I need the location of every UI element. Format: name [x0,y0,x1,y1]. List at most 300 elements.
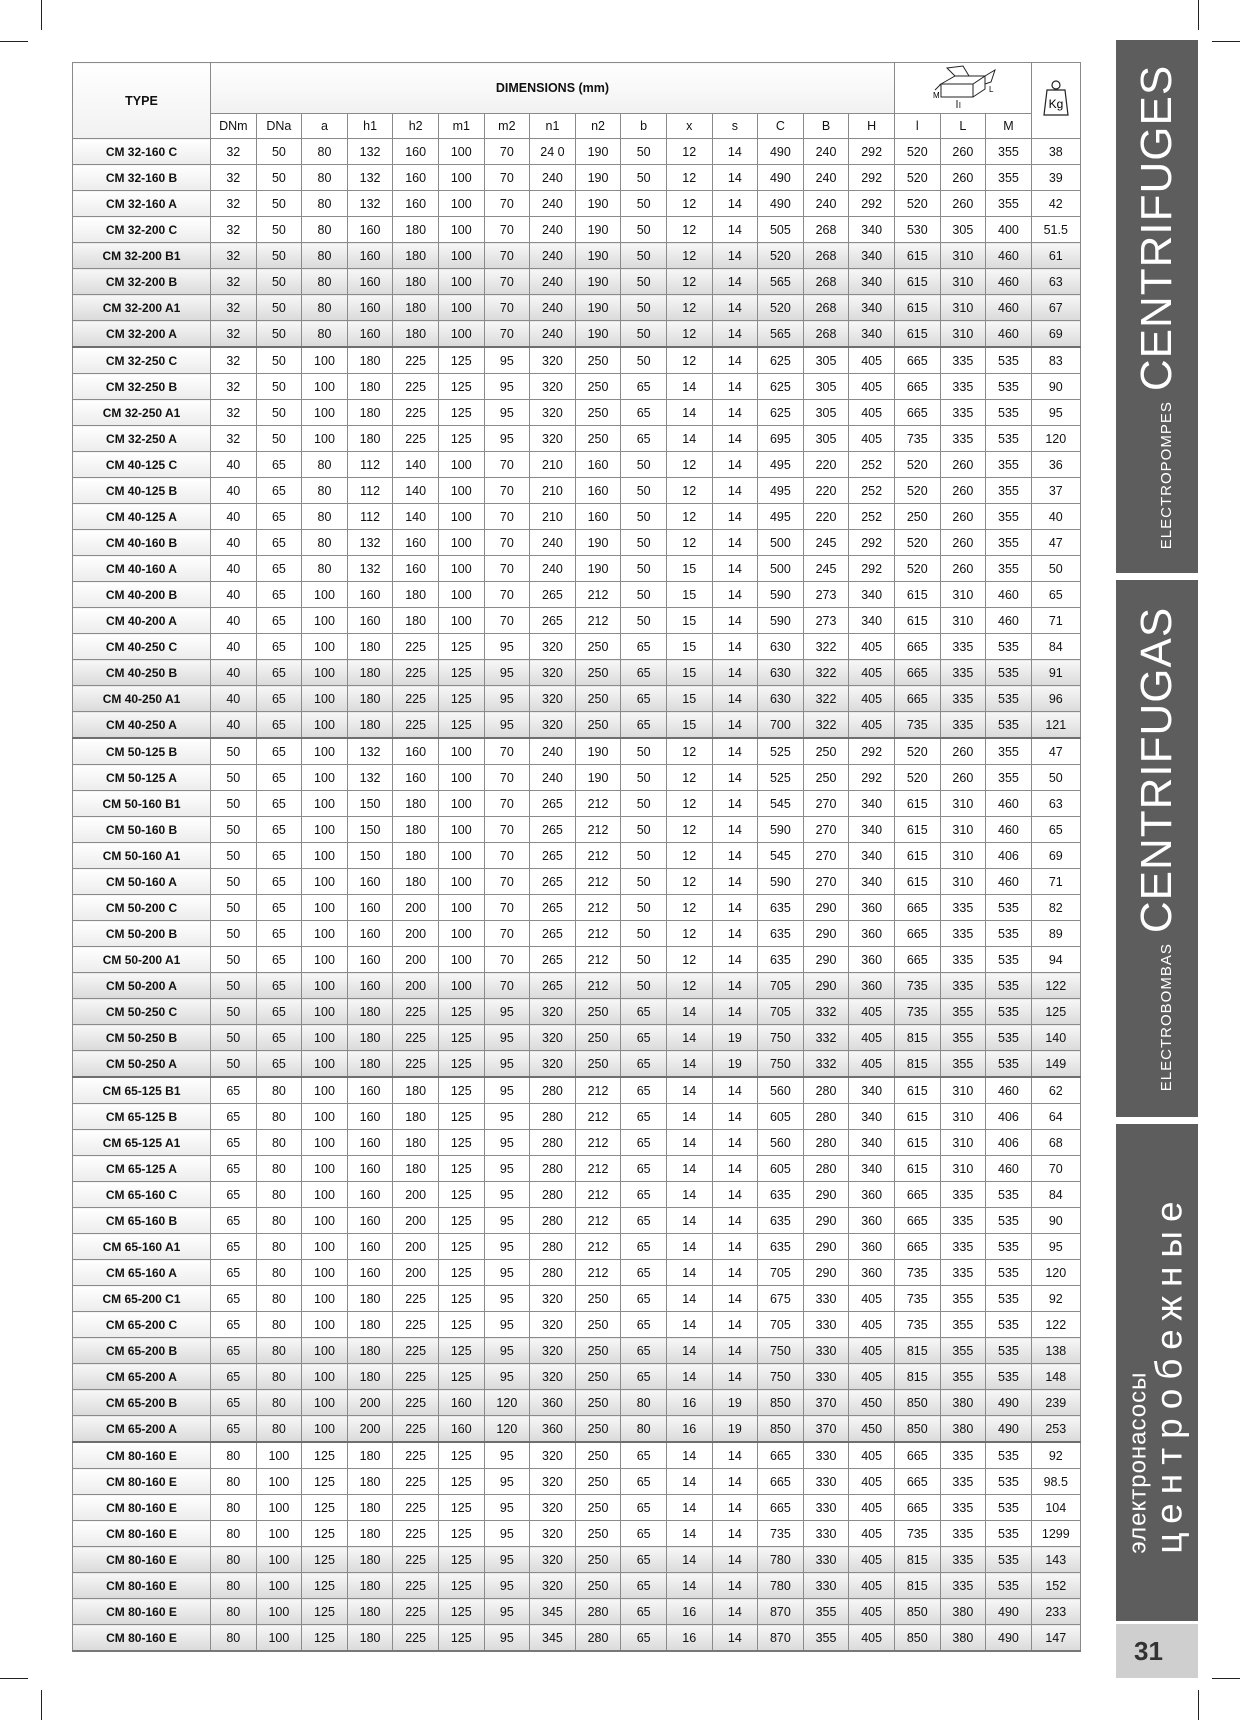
value-cell: 14 [712,478,758,504]
value-cell: 265 [530,973,576,999]
value-cell: 212 [575,1156,621,1182]
value-cell: 14 [666,1312,712,1338]
value-cell: 15 [666,686,712,712]
value-cell: 125 [438,1521,484,1547]
type-cell: CM 50-250 B [73,1025,211,1051]
value-cell: 265 [530,791,576,817]
value-cell: 95 [484,1025,530,1051]
table-row [73,400,1081,426]
value-cell: 40 [211,452,257,478]
value-cell: 12 [666,921,712,947]
value-cell: 850 [894,1416,940,1443]
value-cell: 233 [1031,1599,1080,1625]
value-cell: 80 [211,1625,257,1652]
value-cell: 280 [530,1104,576,1130]
value-cell: 50 [621,191,667,217]
value-cell: 212 [575,947,621,973]
value-cell: 65 [256,556,302,582]
value-cell: 70 [484,817,530,843]
value-cell: 16 [666,1599,712,1625]
value-cell: 500 [758,530,804,556]
value-cell: 490 [986,1625,1032,1652]
value-cell: 14 [666,1547,712,1573]
value-cell: 180 [393,791,439,817]
value-cell: 100 [302,791,348,817]
value-cell: 65 [256,660,302,686]
table-row [73,869,1081,895]
value-cell: 615 [894,269,940,295]
value-cell: 340 [849,269,895,295]
value-cell: 815 [894,1051,940,1078]
value-cell: 95 [484,1625,530,1652]
value-cell: 665 [894,1208,940,1234]
value-cell: 200 [393,1260,439,1286]
table-row [73,1260,1081,1286]
type-cell: CM 32-250 A [73,426,211,452]
value-cell: 125 [438,1051,484,1078]
value-cell: 50 [621,295,667,321]
value-cell: 125 [438,1573,484,1599]
value-cell: 65 [621,426,667,452]
value-cell: 250 [575,1495,621,1521]
value-cell: 95 [484,374,530,400]
sidebar-small-russian: электронасосы [1124,1371,1152,1554]
value-cell: 815 [894,1025,940,1051]
dimensions-table [72,62,1081,1652]
value-cell: 535 [986,1025,1032,1051]
value-cell: 125 [302,1521,348,1547]
value-cell: 80 [256,1077,302,1104]
value-cell: 530 [894,217,940,243]
value-cell: 95 [484,1234,530,1260]
value-cell: 100 [438,530,484,556]
value-cell: 320 [530,1051,576,1078]
value-cell: 125 [438,1286,484,1312]
value-cell: 460 [986,243,1032,269]
value-cell: 125 [302,1442,348,1469]
type-cell: CM 65-160 A [73,1260,211,1286]
value-cell: 320 [530,426,576,452]
value-cell: 260 [940,556,986,582]
value-cell: 92 [1031,1286,1080,1312]
value-cell: 14 [712,738,758,765]
value-cell: 260 [940,139,986,165]
value-cell: 225 [393,1442,439,1469]
type-cell: CM 80-160 E [73,1442,211,1469]
type-cell: CM 32-200 A [73,321,211,348]
value-cell: 42 [1031,191,1080,217]
table-row [73,1338,1081,1364]
value-cell: 225 [393,1521,439,1547]
value-cell: 225 [393,1547,439,1573]
value-cell: 50 [211,765,257,791]
value-cell: 320 [530,1521,576,1547]
value-cell: 535 [986,1260,1032,1286]
value-cell: 355 [940,1051,986,1078]
value-cell: 104 [1031,1495,1080,1521]
value-cell: 65 [1031,582,1080,608]
table-row [73,1182,1081,1208]
value-cell: 615 [894,1156,940,1182]
value-cell: 15 [666,712,712,739]
value-cell: 125 [438,1208,484,1234]
dimensions-header: DIMENSIONS (mm) [211,63,895,114]
value-cell: 50 [256,269,302,295]
value-cell: 32 [211,243,257,269]
column-header: h1 [347,114,393,139]
value-cell: 80 [302,478,348,504]
value-cell: 50 [621,817,667,843]
value-cell: 80 [302,452,348,478]
value-cell: 225 [393,1286,439,1312]
value-cell: 200 [347,1390,393,1416]
type-cell: CM 50-160 B1 [73,791,211,817]
value-cell: 98.5 [1031,1469,1080,1495]
value-cell: 19 [712,1416,758,1443]
value-cell: 160 [347,582,393,608]
value-cell: 360 [849,1208,895,1234]
value-cell: 460 [986,869,1032,895]
value-cell: 405 [849,1599,895,1625]
column-header: B [803,114,849,139]
value-cell: 80 [256,1104,302,1130]
table-row [73,1442,1081,1469]
value-cell: 95 [484,400,530,426]
value-cell: 615 [894,243,940,269]
value-cell: 340 [849,817,895,843]
value-cell: 120 [484,1416,530,1443]
value-cell: 125 [438,1495,484,1521]
value-cell: 100 [438,321,484,348]
value-cell: 590 [758,608,804,634]
value-cell: 180 [393,295,439,321]
value-cell: 460 [986,608,1032,634]
value-cell: 335 [940,1521,986,1547]
value-cell: 490 [758,165,804,191]
value-cell: 100 [302,921,348,947]
value-cell: 665 [758,1495,804,1521]
crop-mark [1212,1678,1240,1679]
value-cell: 240 [530,269,576,295]
value-cell: 535 [986,947,1032,973]
value-cell: 535 [986,374,1032,400]
value-cell: 160 [347,1104,393,1130]
value-cell: 100 [438,791,484,817]
crop-mark [0,1678,28,1679]
value-cell: 80 [211,1495,257,1521]
value-cell: 100 [256,1495,302,1521]
value-cell: 80 [256,1234,302,1260]
value-cell: 200 [393,1182,439,1208]
value-cell: 65 [256,1025,302,1051]
value-cell: 125 [438,1077,484,1104]
value-cell: 305 [803,400,849,426]
column-header: C [758,114,804,139]
value-cell: 32 [211,165,257,191]
table-row [73,895,1081,921]
value-cell: 665 [894,1442,940,1469]
value-cell: 65 [621,1364,667,1390]
value-cell: 125 [438,1625,484,1652]
value-cell: 265 [530,921,576,947]
value-cell: 125 [302,1599,348,1625]
value-cell: 100 [302,1260,348,1286]
value-cell: 65 [621,1208,667,1234]
type-cell: CM 32-160 B [73,165,211,191]
value-cell: 65 [621,1286,667,1312]
table-row [73,660,1081,686]
value-cell: 290 [803,1234,849,1260]
value-cell: 505 [758,217,804,243]
value-cell: 180 [347,1025,393,1051]
value-cell: 160 [347,608,393,634]
value-cell: 149 [1031,1051,1080,1078]
value-cell: 405 [849,1051,895,1078]
value-cell: 14 [712,374,758,400]
column-header-row [73,114,1081,139]
value-cell: 635 [758,1234,804,1260]
value-cell: 190 [575,269,621,295]
value-cell: 160 [347,269,393,295]
value-cell: 70 [484,791,530,817]
value-cell: 65 [621,660,667,686]
value-cell: 180 [393,608,439,634]
value-cell: 250 [803,765,849,791]
value-cell: 80 [302,243,348,269]
value-cell: 535 [986,347,1032,374]
value-cell: 100 [302,817,348,843]
type-cell: CM 65-160 C [73,1182,211,1208]
value-cell: 340 [849,1077,895,1104]
value-cell: 310 [940,1077,986,1104]
value-cell: 160 [438,1390,484,1416]
value-cell: 100 [438,817,484,843]
value-cell: 490 [758,191,804,217]
value-cell: 495 [758,504,804,530]
value-cell: 50 [621,947,667,973]
value-cell: 65 [621,1521,667,1547]
value-cell: 335 [940,634,986,660]
value-cell: 40 [211,712,257,739]
value-cell: 520 [894,765,940,791]
value-cell: 12 [666,452,712,478]
value-cell: 320 [530,686,576,712]
value-cell: 495 [758,452,804,478]
value-cell: 290 [803,1208,849,1234]
value-cell: 225 [393,686,439,712]
value-cell: 265 [530,947,576,973]
value-cell: 320 [530,1312,576,1338]
value-cell: 870 [758,1625,804,1652]
value-cell: 50 [621,269,667,295]
value-cell: 340 [849,582,895,608]
value-cell: 310 [940,869,986,895]
value-cell: 70 [484,921,530,947]
value-cell: 40 [211,530,257,556]
value-cell: 180 [393,321,439,348]
value-cell: 50 [621,869,667,895]
value-cell: 335 [940,1573,986,1599]
value-cell: 225 [393,712,439,739]
value-cell: 705 [758,973,804,999]
value-cell: 495 [758,478,804,504]
table-row [73,1025,1081,1051]
value-cell: 50 [256,191,302,217]
table-row [73,1573,1081,1599]
value-cell: 65 [256,843,302,869]
type-cell: CM 40-200 B [73,582,211,608]
value-cell: 112 [347,504,393,530]
value-cell: 160 [347,1130,393,1156]
value-cell: 95 [484,1547,530,1573]
value-cell: 100 [302,869,348,895]
value-cell: 535 [986,999,1032,1025]
value-cell: 560 [758,1077,804,1104]
value-cell: 125 [438,1547,484,1573]
value-cell: 520 [894,191,940,217]
value-cell: 490 [986,1599,1032,1625]
value-cell: 125 [438,1156,484,1182]
value-cell: 520 [894,452,940,478]
value-cell: 100 [438,556,484,582]
value-cell: 355 [986,165,1032,191]
value-cell: 355 [940,1286,986,1312]
value-cell: 39 [1031,165,1080,191]
value-cell: 14 [712,895,758,921]
value-cell: 225 [393,1416,439,1443]
sidebar-big-russian: центробежные [1148,1191,1190,1554]
value-cell: 50 [211,843,257,869]
value-cell: 95 [484,1182,530,1208]
value-cell: 405 [849,374,895,400]
value-cell: 95 [484,1364,530,1390]
value-cell: 735 [894,426,940,452]
value-cell: 100 [302,1364,348,1390]
column-header: H [849,114,895,139]
value-cell: 520 [894,139,940,165]
column-header: b [621,114,667,139]
value-cell: 50 [211,947,257,973]
value-cell: 12 [666,973,712,999]
value-cell: 63 [1031,791,1080,817]
value-cell: 100 [302,999,348,1025]
value-cell: 14 [712,686,758,712]
value-cell: 665 [894,660,940,686]
value-cell: 100 [438,191,484,217]
value-cell: 148 [1031,1364,1080,1390]
value-cell: 100 [256,1625,302,1652]
value-cell: 250 [575,1025,621,1051]
value-cell: 14 [666,1338,712,1364]
value-cell: 65 [211,1182,257,1208]
value-cell: 850 [894,1599,940,1625]
value-cell: 340 [849,869,895,895]
column-header: m2 [484,114,530,139]
table-row [73,374,1081,400]
value-cell: 268 [803,217,849,243]
value-cell: 615 [894,843,940,869]
value-cell: 330 [803,1495,849,1521]
sidebar-small-spanish: ELECTROBOMBAS [1158,942,1175,1091]
value-cell: 212 [575,1077,621,1104]
type-header: TYPE [73,63,211,139]
value-cell: 80 [211,1547,257,1573]
value-cell: 36 [1031,452,1080,478]
value-cell: 14 [712,1469,758,1495]
value-cell: 14 [712,1156,758,1182]
value-cell: 32 [211,321,257,348]
value-cell: 405 [849,1338,895,1364]
value-cell: 225 [393,1469,439,1495]
value-cell: 665 [894,1234,940,1260]
value-cell: 305 [803,426,849,452]
value-cell: 100 [302,608,348,634]
value-cell: 19 [712,1051,758,1078]
table-body [73,139,1081,1652]
value-cell: 14 [666,1364,712,1390]
value-cell: 635 [758,947,804,973]
value-cell: 14 [712,712,758,739]
value-cell: 705 [758,1260,804,1286]
value-cell: 160 [347,243,393,269]
value-cell: 50 [256,321,302,348]
value-cell: 212 [575,582,621,608]
value-cell: 32 [211,374,257,400]
value-cell: 65 [256,817,302,843]
value-cell: 160 [347,1260,393,1286]
table-row [73,1599,1081,1625]
value-cell: 380 [940,1390,986,1416]
value-cell: 90 [1031,374,1080,400]
value-cell: 310 [940,791,986,817]
value-cell: 40 [211,686,257,712]
value-cell: 310 [940,1156,986,1182]
value-cell: 132 [347,765,393,791]
value-cell: 70 [484,765,530,791]
value-cell: 590 [758,817,804,843]
value-cell: 50 [621,452,667,478]
value-cell: 150 [347,843,393,869]
value-cell: 355 [986,504,1032,530]
value-cell: 332 [803,1051,849,1078]
value-cell: 535 [986,1208,1032,1234]
value-cell: 665 [894,400,940,426]
value-cell: 65 [621,1051,667,1078]
value-cell: 12 [666,869,712,895]
value-cell: 14 [712,921,758,947]
value-cell: 250 [575,1338,621,1364]
value-cell: 50 [211,791,257,817]
value-cell: 265 [530,582,576,608]
value-cell: 335 [940,426,986,452]
value-cell: 355 [940,1364,986,1390]
value-cell: 100 [302,973,348,999]
value-cell: 180 [347,712,393,739]
value-cell: 132 [347,165,393,191]
value-cell: 405 [849,347,895,374]
value-cell: 332 [803,1025,849,1051]
value-cell: 32 [211,400,257,426]
value-cell: 14 [712,556,758,582]
value-cell: 50 [256,374,302,400]
value-cell: 65 [256,712,302,739]
value-cell: 180 [393,243,439,269]
table-row [73,1077,1081,1104]
packing-label-m: M [932,90,940,100]
value-cell: 665 [894,1469,940,1495]
value-cell: 12 [666,817,712,843]
value-cell: 460 [986,582,1032,608]
